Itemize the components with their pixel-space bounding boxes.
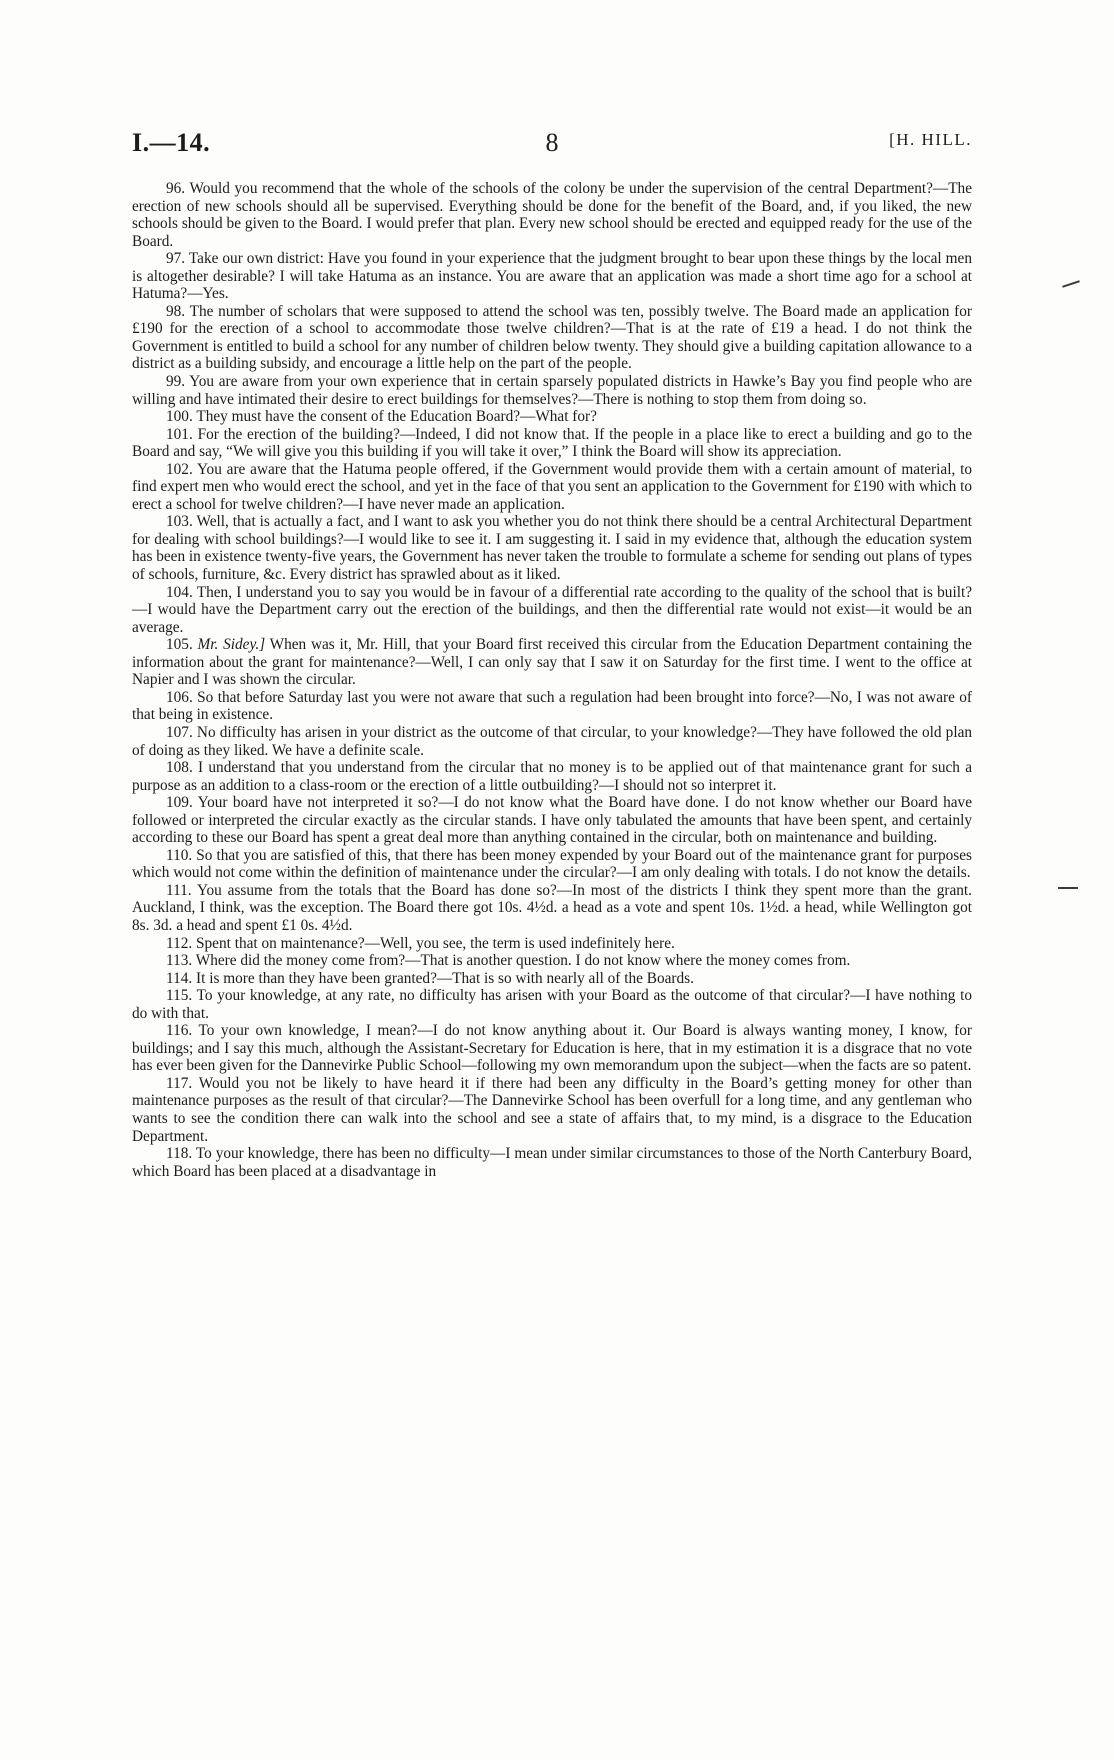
answer-text: In most of the districts I think they spent more than the grant. Auckland, I think, was the exception. The Board there got 10s. 4½d. a head as a vote and spent 10s. 1½d. a head, while Wellington got 8s. 3d. a head and spent £1 0s. 4½d. xyxy=(132,881,972,934)
answer-text: Indeed, I did not know that. If the people in a place like to erect a building and go to the Board and say, “We will give you this building if you will take it over,” I think the Board will show its appreciation. xyxy=(132,425,972,461)
answer-text: Well, I can only say that I saw it on Saturday for the first time. I went to the office at Napier and I was shown the circular. xyxy=(132,653,972,689)
question-number: 97. xyxy=(166,250,186,268)
question-number: 114. xyxy=(166,969,193,987)
question-text: So that you are satisfied of this, that there has been money expended by your Board out of the maintenance grant for purposes which would not come within the definition of maintenance under the circular? xyxy=(132,846,972,882)
question-number: 109. xyxy=(166,794,193,812)
question-text: To your knowledge, at any rate, no difficulty has arisen with your Board as the outcome of that circular? xyxy=(196,987,851,1005)
answer-text: I do not know what the Board have done. I do not know whether our Board have followed or interpreted the circular exactly as the circular stands. I have only tabulated the amounts that have been spent, and certainly according to these our Board has spent a great deal more than anything contained in the circular, both on maintenance and building. xyxy=(132,794,972,847)
margin-mark xyxy=(1062,280,1080,287)
question-text: No difficulty has arisen in your district as the outcome of that circular, to your knowledge? xyxy=(196,723,757,741)
answer-text: The erection of new schools should all be supervised. Everything should be done for the benefit of the Board, and, if you liked, the new schools should be given to the Board. I would prefer that plan. Every new school should be erected and equipped ready for the use of the Board. xyxy=(132,180,972,250)
question-text: Would you not be likely to have heard it if there had been any difficulty in the Board’s getting money for other than maintenance purposes as the result of that circular? xyxy=(132,1074,972,1110)
question-text: It is more than they have been granted? xyxy=(196,969,437,987)
answer-text: I should not so interpret it. xyxy=(614,776,777,794)
document-reference: I.—14. xyxy=(132,128,211,157)
evidence-body xyxy=(132,180,972,1180)
question-number: 110. xyxy=(166,846,193,864)
witness-name: [H. HILL. xyxy=(889,130,972,149)
qa-paragraph: 106. So that before Saturday last you were not aware that such a regulation had been brought into force?—No, I was not aware of that being in existence. xyxy=(132,688,973,724)
qa-paragraph: 102. You are aware that the Hatuma people offered, if the Government would provide them with a certain amount of material, to find expert men who would erect the school, and yet in the face of that you sent an application to the Government for £190 with which to erect a school for twelve children?—I have never made an application. xyxy=(132,460,972,513)
answer-text: The Dannevirke School has been overfull for a long time, and any gentleman who wants to see the condition there can walk into the school and see a state of affairs that, to my mind, is a disgrace to the Education Department. xyxy=(132,1092,972,1145)
question-number: 113. xyxy=(166,952,193,970)
question-text: They must have the consent of the Education Board? xyxy=(196,408,521,426)
qa-paragraph: 107. No difficulty has arisen in your district as the outcome of that circular, to your knowledge?—They have followed the old plan of doing as they liked. We have a definite scale. xyxy=(132,723,973,759)
page-header xyxy=(132,128,972,158)
question-text: I understand that you understand from the circular that no money is to be applied out of that maintenance grant for such a purpose as an addition to a class-room or the erection of a little outbuilding? xyxy=(132,759,972,794)
question-number: 104. xyxy=(166,583,193,601)
answer-text: I do not know anything about it. Our Board is always wanting money, I know, for buildings; and I say this much, although the Assistant-Secretary for Education is here, that in my estimation it is a disgrace that no vote has ever been given for the Dannevirke Public School—following my own memorandum upon the subject—when the facts are so patent. xyxy=(132,1022,972,1075)
question-text: Would you recommend that the whole of the schools of the colony be under the supervision of the central Department? xyxy=(189,180,933,197)
answer-text: They have followed the old plan of doing as they liked. We have a definite scale. xyxy=(132,723,973,759)
question-text: The number of scholars that were supposed to attend the school was ten, possibly twelve. The Board made an application for £190 for the erection of a school to accommodate those twelve children? xyxy=(132,302,972,338)
answer-text: I have never made an application. xyxy=(358,495,565,513)
question-number: 107. xyxy=(166,723,193,741)
qa-paragraph: 114. It is more than they have been granted?—That is so with nearly all of the Boards. xyxy=(166,969,694,987)
question-text: Well, that is actually a fact, and I want to ask you whether you do not think there should be a central Architectural Department for dealing with school buildings? xyxy=(132,513,972,548)
question-text: You assume from the totals that the Board has done so? xyxy=(196,881,557,899)
question-text: For the erection of the building? xyxy=(197,425,400,443)
answer-text: Yes. xyxy=(202,285,229,303)
answer-text: That is another question. I do not know where the money comes from. xyxy=(420,952,851,970)
question-number: 115. xyxy=(166,987,193,1005)
qa-paragraph: 109. Your board have not interpreted it so?—I do not know what the Board have done. I do not know whether our Board have followed or interpreted the circular exactly as the circular stands. I have only tabulated the amounts that have been spent, and certainly according to these our Board has spent a great deal more than anything contained in the circular, both on maintenance and building. xyxy=(132,794,972,847)
question-text: To your knowledge, there has been no difficulty xyxy=(195,1145,491,1163)
question-number: 96. xyxy=(166,180,186,197)
speaker-name: Mr. Sidey.] xyxy=(197,636,266,654)
question-number: 111. xyxy=(166,881,192,899)
question-text: Then, I understand you to say you would be in favour of a differential rate according to the quality of the school that is built? xyxy=(196,583,972,601)
qa-paragraph: 110. So that you are satisfied of this, that there has been money expended by your Board out of the maintenance grant for purposes which would not come within the definition of maintenance under the circular?—I am only dealing with totals. I do not know the details. xyxy=(132,846,972,882)
answer-text: Well, you see, the term is used indefinitely here. xyxy=(379,934,675,952)
question-number: 101. xyxy=(166,425,193,443)
question-number: 108. xyxy=(166,759,193,777)
question-number: 103. xyxy=(166,513,193,531)
answer-text: What for? xyxy=(535,408,597,426)
answer-text: I am only dealing with totals. I do not know the details. xyxy=(631,864,971,882)
question-number: 106. xyxy=(166,688,193,706)
qa-paragraph: 116. To your own knowledge, I mean?—I do not know anything about it. Our Board is always wanting money, I know, for buildings; and I say this much, although the Assistant-Secretary for Education is here, that in my estimation it is a disgrace that no vote has ever been given for the Dannevirke Public School—following my own memorandum upon the subject—when the facts are so patent. xyxy=(132,1022,972,1075)
qa-paragraph: 103. Well, that is actually a fact, and I want to ask you whether you do not think there should be a central Architectural Department for dealing with school buildings?—I would like to see it. I am suggesting it. I said in my evidence that, although the education system has been in existence twenty-five years, the Government has never taken the trouble to formulate a scheme for sending out plans of types of schools, furniture, &c. Every district has sprawled about as it liked. xyxy=(132,513,973,584)
question-text: When was it, Mr. Hill, that your Board first received this circular from the Education Department containing the information about the grant for maintenance? xyxy=(132,636,972,671)
qa-paragraph: 111. You assume from the totals that the Board has done so?—In most of the districts I think they spent more than the grant. Auckland, I think, was the exception. The Board there got 10s. 4½d. a head as a vote and spent 10s. 1½d. a head, while Wellington got 8s. 3d. a head and spent £1 0s. 4½d. xyxy=(132,881,972,934)
qa-paragraph: 118. To your knowledge, there has been no difficulty—I mean under similar circumstances to those of the North Canterbury Board, which Board has been placed at a disadvantage in xyxy=(132,1145,972,1180)
question-text: Where did the money come from? xyxy=(195,952,406,970)
question-text: So that before Saturday last you were not aware that such a regulation had been brought into force? xyxy=(197,688,815,706)
question-number: 105. xyxy=(166,636,193,654)
qa-paragraph: 100. They must have the consent of the Education Board?—What for? xyxy=(166,408,597,426)
answer-text: No, I was not aware of that being in existence. xyxy=(132,688,973,724)
question-text: You are aware that the Hatuma people offered, if the Government would provide them with a certain amount of material, to find expert men who would erect the school, and yet in the face of that you sent an application to the Government for £190 with which to erect a school for twelve children? xyxy=(132,460,972,513)
question-number: 100. xyxy=(166,408,193,426)
question-text: You are aware from your own experience that in certain sparsely populated districts in Hawke’s Bay you find people who are willing and have intimated their desire to erect buildings for themselves? xyxy=(132,373,972,408)
question-number: 98. xyxy=(166,302,186,320)
answer-text: I have nothing to do with that. xyxy=(132,987,972,1022)
question-number: 117. xyxy=(166,1074,193,1092)
question-text: To your own knowledge, I mean? xyxy=(198,1022,418,1040)
qa-paragraph: 98. The number of scholars that were supposed to attend the school was ten, possibly twelve. The Board made an application for £190 for the erection of a school to accommodate those twelve children?—That is at the rate of £19 a head. I do not think the Government is entitled to build a school for any number of children below twenty. They should give a building capitation allowance to a district as a building subsidy, and encourage a little help on the part of the people. xyxy=(132,302,972,373)
qa-paragraph: 113. Where did the money come from?—That is another question. I do not know where the money comes from. xyxy=(166,952,851,970)
answer-text: I mean under similar circumstances to those of the North Canterbury Board, which Board has been placed at a disadvantage in xyxy=(132,1145,972,1180)
answer-text: There is nothing to stop them from doing so. xyxy=(593,390,867,408)
qa-paragraph: 112. Spent that on maintenance?—Well, you see, the term is used indefinitely here. xyxy=(166,934,675,952)
margin-mark xyxy=(1058,887,1078,889)
question-number: 118. xyxy=(166,1145,193,1163)
question-number: 116. xyxy=(166,1022,193,1040)
question-text: Take our own district: Have you found in your experience that the judgment brought to bear upon these things by the local men is altogether desirable? I will take Hatuma as an instance. You are aware that an application was made a short time ago for a school at Hatuma? xyxy=(132,250,972,303)
answer-text: That is so with nearly all of the Boards. xyxy=(452,969,694,987)
qa-paragraph: 117. Would you not be likely to have heard it if there had been any difficulty in the Board’s getting money for other than maintenance purposes as the result of that circular?—The Dannevirke School has been overfull for a long time, and any gentleman who wants to see the condition there can walk into the school and see a state of affairs that, to my mind, is a disgrace to the Education Department. xyxy=(132,1074,972,1145)
question-number: 99. xyxy=(166,373,186,391)
answer-text: That is at the rate of £19 a head. I do not think the Government is entitled to build a school for any number of children below twenty. They should give a building capitation allowance to a district as a building subsidy, and encourage a little help on the part of the people. xyxy=(132,320,972,373)
qa-paragraph: 99. You are aware from your own experience that in certain sparsely populated districts in Hawke’s Bay you find people who are willing and have intimated their desire to erect buildings for themselves?—There is nothing to stop them from doing so. xyxy=(132,373,972,408)
qa-paragraph: 97. Take our own district: Have you found in your experience that the judgment brought to bear upon these things by the local men is altogether desirable? I will take Hatuma as an instance. You are aware that an application was made a short time ago for a school at Hatuma?—Yes. xyxy=(132,250,972,303)
question-number: 102. xyxy=(166,460,193,478)
answer-text: I would like to see it. I am suggesting it. I said in my evidence that, although the education system has been in existence twenty-five years, the Government has never taken the trouble to formulate a scheme for sending out plans of types of schools, furniture, &c. Every district has sprawled about as it liked. xyxy=(132,530,973,584)
qa-paragraph: 96. Would you recommend that the whole of the schools of the colony be under the supervision of the central Department?—The erection of new schools should all be supervised. Everything should be done for the benefit of the Board, and, if you liked, the new schools should be given to the Board. I would prefer that plan. Every new school should be erected and equipped ready for the use of the Board. xyxy=(132,180,972,250)
answer-text: I would have the Department carry out the erection of the buildings, and then the differential rate would not exist—it would be an average. xyxy=(132,601,972,636)
question-text: Spent that on maintenance? xyxy=(196,934,365,952)
qa-paragraph: 105. Mr. Sidey.] When was it, Mr. Hill, that your Board first received this circular from the Education Department containing the information about the grant for maintenance?—Well, I can only say that I saw it on Saturday for the first time. I went to the office at Napier and I was shown the circular. xyxy=(132,636,972,689)
qa-paragraph: 104. Then, I understand you to say you would be in favour of a differential rate according to the quality of the school that is built?—I would have the Department carry out the erection of the buildings, and then the differential rate would not exist—it would be an average. xyxy=(132,583,972,636)
page-number: 8 xyxy=(545,128,559,157)
question-text: Your board have not interpreted it so? xyxy=(197,794,439,812)
qa-paragraph: 108. I understand that you understand from the circular that no money is to be applied out of that maintenance grant for such a purpose as an addition to a class-room or the erection of a little outbuilding?—I should not so interpret it. xyxy=(132,759,972,794)
qa-paragraph: 101. For the erection of the building?—Indeed, I did not know that. If the people in a place like to erect a building and go to the Board and say, “We will give you this building if you will take it over,” I think the Board will show its appreciation. xyxy=(132,425,972,461)
question-number: 112. xyxy=(166,934,193,952)
qa-paragraph: 115. To your knowledge, at any rate, no difficulty has arisen with your Board as the outcome of that circular?—I have nothing to do with that. xyxy=(132,987,972,1022)
